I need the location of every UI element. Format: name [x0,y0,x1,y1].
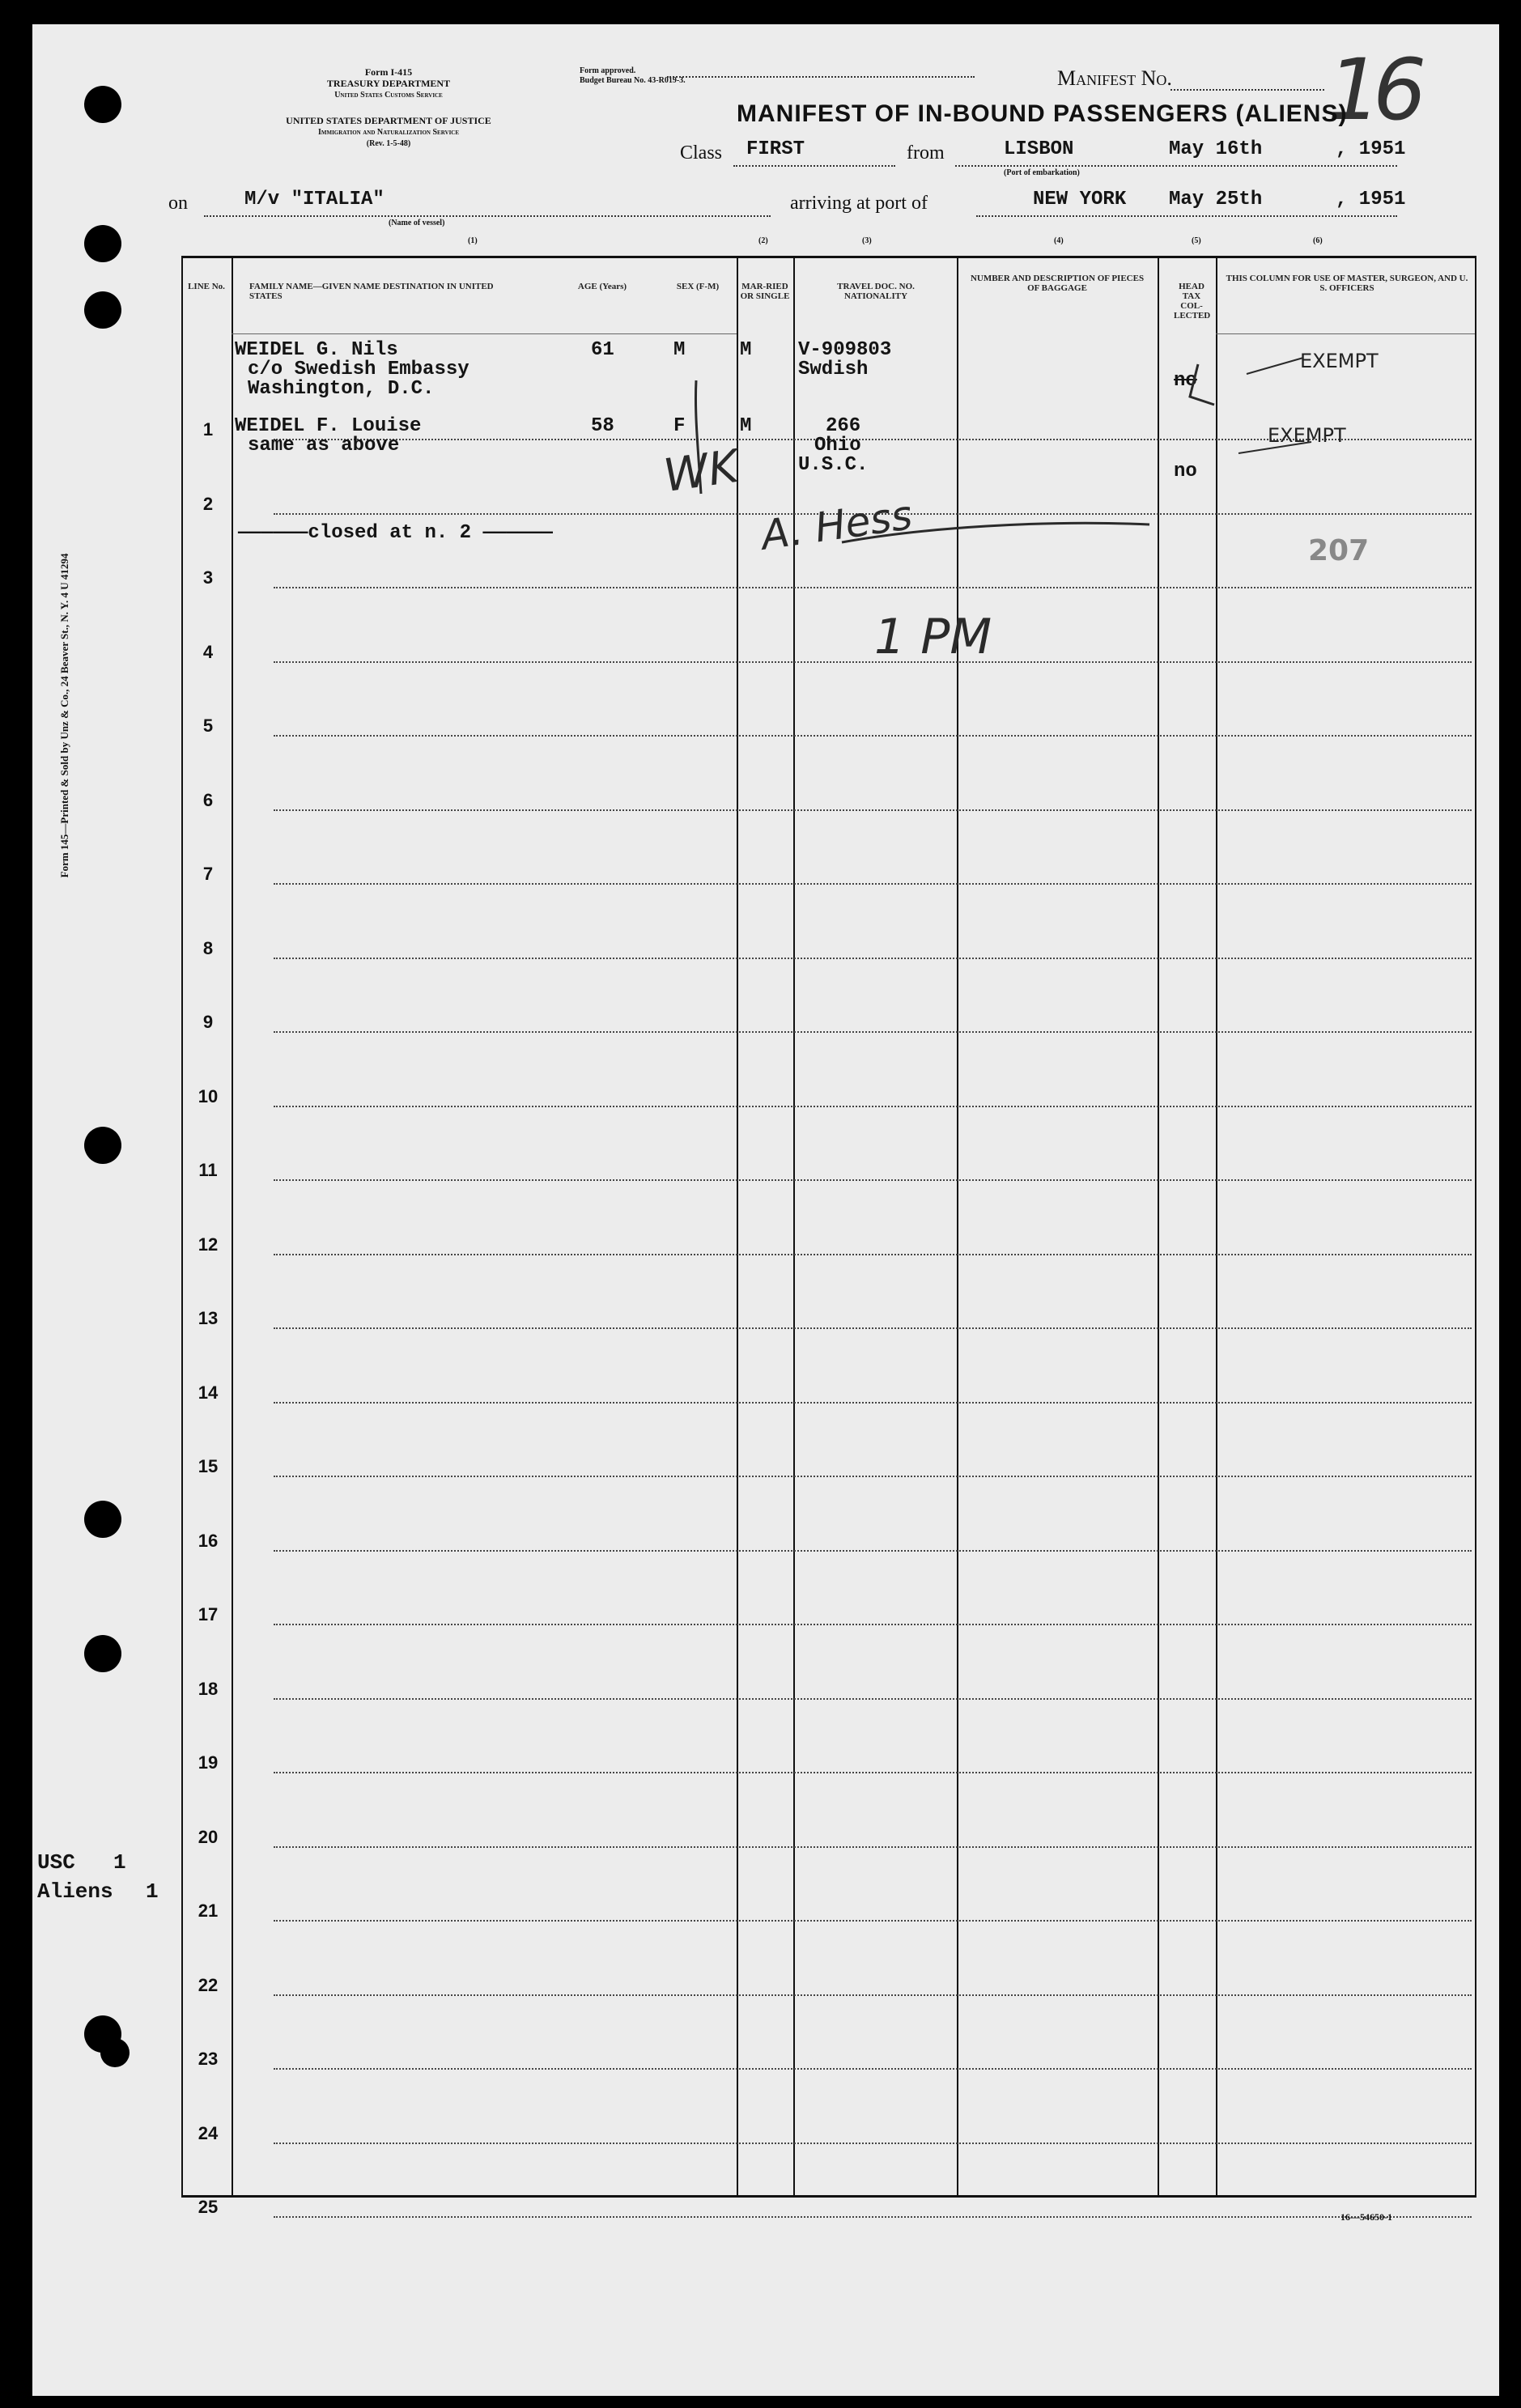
entry-officer-note: EXEMPT [1268,424,1346,447]
vessel-caption: (Name of vessel) [389,219,445,227]
on-label: on [168,193,188,214]
stamp-number: 207 [1308,534,1370,567]
vessel-name: M/v "ITALIA" [244,189,384,210]
line-number: 20 [198,1826,219,1847]
entry-sex: F [673,415,686,437]
line-number: 22 [198,1974,219,1995]
col-header-age: AGE (Years) [577,282,627,291]
arrival-year: , 1951 [1336,189,1406,210]
line-number: 5 [202,716,214,736]
entry-destination: Washington, D.C. [248,378,435,400]
punch-hole [84,1127,121,1164]
entry-nationality: Ohio [814,435,861,457]
line-number: 10 [198,1085,219,1106]
line-number: 6 [202,789,214,810]
line-number: 2 [202,493,214,514]
entry-head-tax: no [1174,461,1197,482]
form-revision: (Rev. 1-5-48) [366,139,411,148]
usc-label: USC [37,1850,75,1875]
row-dotted-line [274,883,1472,885]
entry-married: M [740,415,752,437]
row-dotted-line [274,958,1472,959]
line-number: 14 [198,1382,219,1403]
entry-married: M [740,339,752,361]
punch-hole [84,1501,121,1538]
manifest-title: MANIFEST OF IN-BOUND PASSENGERS (ALIENS) [737,100,1348,127]
line-number: 19 [198,1752,219,1773]
closed-dash: —————— [238,522,308,544]
handwriting-strokes [32,24,1499,672]
row-dotted-line [274,1846,1472,1848]
col-number: (3) [862,236,872,245]
col-header-officers: THIS COLUMN FOR USE OF MASTER, SURGEON, AND U. S. OFFICERS [1226,274,1468,293]
entry-officer-note: EXEMPT [1300,350,1379,372]
manifest-sheet [32,24,1499,2396]
row-dotted-line [274,1402,1472,1404]
aliens-label: Aliens [37,1879,113,1904]
table-bottom-rule [181,2195,1476,2198]
line-number: 16 [198,1530,219,1551]
row-dotted-line [274,1994,1472,1996]
entry-name: WEIDEL F. Louise [235,415,422,437]
arrival-port: NEW YORK [1033,189,1127,210]
arriving-label: arriving at port of [790,193,928,214]
col-number: (6) [1313,236,1323,245]
row-dotted-line [274,809,1472,811]
line-number: 23 [198,2049,219,2069]
line-number: 13 [198,1308,219,1328]
row-dotted-line [274,735,1472,737]
line-number: 21 [198,1900,219,1921]
treasury-department: TREASURY DEPARTMENT [326,78,451,89]
line-number: 1 [202,419,214,440]
line-number: 4 [202,641,214,662]
from-value: LISBON [1004,138,1074,160]
entry-destination: c/o Swedish Embassy [248,359,469,380]
entry-doc: 266 [826,415,861,437]
arrival-date: May 25th [1169,189,1263,210]
entry-destination: same as above [248,435,400,457]
entry-name: WEIDEL G. Nils [235,339,398,361]
row-dotted-line [274,1550,1472,1552]
embark-year: , 1951 [1336,138,1406,160]
ins-service: Immigration and Naturalization Service [317,128,460,137]
entry-doc: V-909803 [798,339,892,361]
line-number: 24 [198,2122,219,2143]
col-number: (2) [758,236,768,245]
form-number: Form I-415 [364,66,413,78]
line-number: 18 [198,1678,219,1699]
entry-nationality: Swdish [798,359,869,380]
line-number: 15 [198,1456,219,1476]
handwritten-initials: WK [660,440,742,503]
budget-bureau: Budget Bureau No. 43-R019-3. [580,76,686,85]
row-dotted-line [274,1772,1472,1773]
embark-date: May 16th [1169,138,1263,160]
aliens-count: 1 [146,1879,159,1904]
justice-department: UNITED STATES DEPARTMENT OF JUSTICE [286,115,491,126]
form-approved: Form approved. [580,66,636,75]
closed-label: closed at n. 2 [308,522,472,544]
handwritten-signature: A. Hess [758,491,916,559]
port-embarkation-caption: (Port of embarkation) [1004,168,1080,177]
usc-count: 1 [113,1850,126,1875]
punch-hole [84,1635,121,1672]
entry-sex: M [673,339,686,361]
row-dotted-line [274,1179,1472,1181]
line-number: 7 [202,864,214,884]
line-number: 17 [198,1604,219,1624]
row-dotted-line [274,2143,1472,2144]
row-dotted-line [274,1920,1472,1922]
col-header-travel-doc: TRAVEL DOC. NO. NATIONALITY [837,282,915,301]
line-number: 11 [198,1160,218,1180]
col-number: (4) [1054,236,1064,245]
closed-dash: —————— [471,522,553,544]
printer-imprint: Form 145—Printed & Sold by Unz & Co., 24 Beaver St., N. Y. 4 U 41294 [58,553,70,878]
col-header-sex: SEX (F-M) [676,282,720,291]
line-number: 9 [202,1012,214,1032]
row-dotted-line [274,1327,1472,1329]
row-dotted-line [274,1476,1472,1477]
class-value: FIRST [746,138,805,160]
col-number: (5) [1192,236,1201,245]
customs-service: United States Customs Service [334,91,443,100]
line-number: 25 [198,2197,219,2217]
col-header-head-tax: HEAD TAX COL-LECTED [1174,282,1211,321]
row-dotted-line [274,1698,1472,1700]
col-header-baggage: NUMBER AND DESCRIPTION OF PIECES OF BAGGAGE [970,274,1145,293]
from-label: from [907,142,945,164]
line-number: 12 [198,1234,219,1255]
entry-doc-2: U.S.C. [798,454,869,476]
row-dotted-line [274,2068,1472,2070]
col-number: (1) [468,236,478,245]
manifest-no-handwritten: 16 [1328,40,1419,139]
row-dotted-line [274,1254,1472,1255]
manifest-no-label: Manifest No. [1057,66,1172,90]
col-header-name: FAMILY NAME—GIVEN NAME DESTINATION IN UNITED STATES [249,282,494,301]
class-label: Class [680,142,723,164]
footer-form-code: 16—54650-1 [1340,2211,1392,2223]
handwritten-time: 1 PM [874,609,992,665]
entry-age: 58 [591,415,614,437]
entry-age: 61 [591,339,614,361]
row-dotted-line [274,1624,1472,1625]
line-number: 3 [202,567,214,588]
row-dotted-line [274,2216,1472,2218]
col-header-married: MAR-RIED OR SINGLE [740,282,790,301]
entry-head-tax: no [1174,370,1197,392]
punch-hole [100,2038,130,2067]
line-number: 8 [202,937,214,958]
row-dotted-line [274,1106,1472,1107]
col-header-line-no: LINE No. [188,282,225,291]
row-dotted-line [274,1031,1472,1033]
